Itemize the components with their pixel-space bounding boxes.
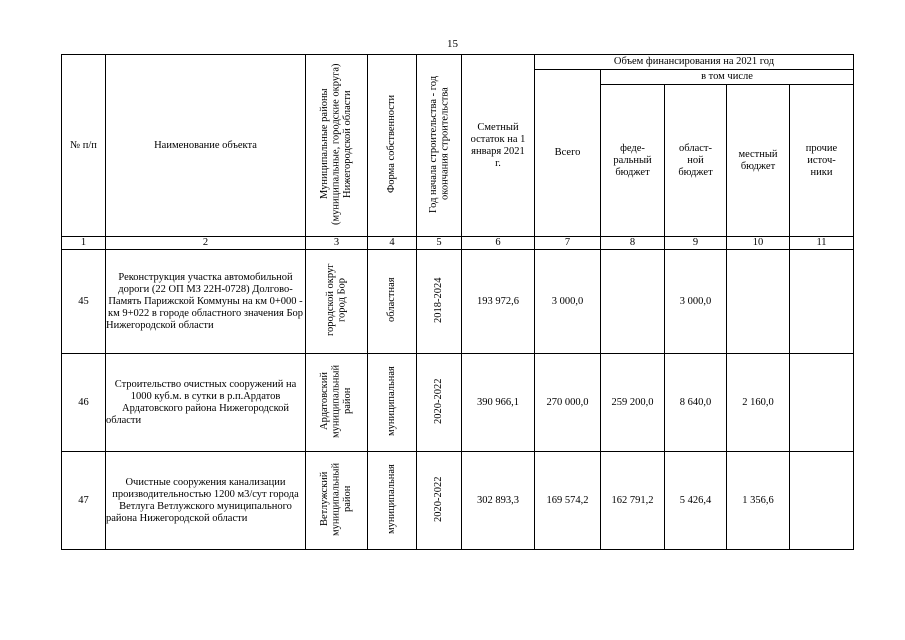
financing-table bbox=[61, 54, 854, 550]
local-value bbox=[727, 250, 790, 354]
header-total: Всего bbox=[535, 70, 601, 237]
ownership-cell bbox=[368, 250, 417, 354]
column-index: 8 bbox=[601, 237, 665, 250]
total-value: 169 574,2 bbox=[535, 452, 601, 550]
row-number: 46 bbox=[62, 354, 106, 452]
table-row bbox=[62, 354, 854, 452]
column-index-row bbox=[62, 237, 854, 250]
balance-value: 193 972,6 bbox=[462, 250, 535, 354]
ownership-cell bbox=[368, 452, 417, 550]
federal-value bbox=[601, 250, 665, 354]
district-text: Ветлужский муниципальный район bbox=[319, 461, 354, 536]
object-name: Реконструкция участка автомобильной дороги (22 ОП МЗ 22Н-0728) Долгово-Память Парижской Коммуны на км 0+000 - км 9+022 в городе областного значения Бор Нижегородской области bbox=[106, 250, 306, 354]
other-value bbox=[790, 250, 854, 354]
object-name: Строительство очистных сооружений на 1000 куб.м. в сутки в р.п.Ардатов Ардатовского района Нижегородской области bbox=[106, 354, 306, 452]
column-index: 3 bbox=[306, 237, 368, 250]
header-name: Наименование объекта bbox=[106, 55, 306, 237]
years-cell bbox=[417, 250, 462, 354]
years-cell bbox=[417, 354, 462, 452]
header-other: прочие источ-ники bbox=[790, 85, 854, 237]
header-years-text: Год начала строительства - год окончания строительства bbox=[427, 74, 450, 213]
header-local: местный бюджет bbox=[727, 85, 790, 237]
balance-value: 302 893,3 bbox=[462, 452, 535, 550]
regional-value: 3 000,0 bbox=[665, 250, 727, 354]
table-row bbox=[62, 452, 854, 550]
district-text: городской округ город Бор bbox=[325, 263, 348, 336]
header-district bbox=[306, 55, 368, 237]
local-value: 1 356,6 bbox=[727, 452, 790, 550]
column-index: 9 bbox=[665, 237, 727, 250]
ownership-text: муниципальная bbox=[386, 463, 398, 534]
years-text: 2020-2022 bbox=[433, 377, 445, 424]
other-value bbox=[790, 354, 854, 452]
column-index: 11 bbox=[790, 237, 854, 250]
object-name: Очистные сооружения канализации производительностью 1200 м3/сут города Ветлуга Ветлужского муниципального района Нижегородской области bbox=[106, 452, 306, 550]
table-row bbox=[62, 250, 854, 354]
other-value bbox=[790, 452, 854, 550]
ownership-text: муниципальная bbox=[386, 365, 398, 436]
local-value: 2 160,0 bbox=[727, 354, 790, 452]
column-index: 4 bbox=[368, 237, 417, 250]
years-text: 2020-2022 bbox=[433, 475, 445, 522]
district-text: Ардатовский муниципальный район bbox=[319, 363, 354, 438]
total-value: 3 000,0 bbox=[535, 250, 601, 354]
federal-value: 162 791,2 bbox=[601, 452, 665, 550]
header-federal: феде-ральный бюджет bbox=[601, 85, 665, 237]
ownership-text: областная bbox=[386, 277, 398, 322]
column-index: 5 bbox=[417, 237, 462, 250]
balance-value: 390 966,1 bbox=[462, 354, 535, 452]
federal-value: 259 200,0 bbox=[601, 354, 665, 452]
header-regional: област-ной бюджет bbox=[665, 85, 727, 237]
column-index: 7 bbox=[535, 237, 601, 250]
row-number: 45 bbox=[62, 250, 106, 354]
row-number: 47 bbox=[62, 452, 106, 550]
column-index: 1 bbox=[62, 237, 106, 250]
district-cell bbox=[306, 452, 368, 550]
header-balance: Сметный остаток на 1 января 2021 г. bbox=[462, 55, 535, 237]
district-cell bbox=[306, 250, 368, 354]
header-financing-group: Объем финансирования на 2021 год bbox=[535, 55, 854, 70]
header-including: в том числе bbox=[601, 70, 854, 85]
column-index: 6 bbox=[462, 237, 535, 250]
header-district-text: Муниципальные районы (муниципальные, городские округа) Нижегородской области bbox=[319, 62, 354, 225]
header-ownership bbox=[368, 55, 417, 237]
ownership-cell bbox=[368, 354, 417, 452]
page-number: 15 bbox=[447, 38, 458, 50]
years-cell bbox=[417, 452, 462, 550]
years-text: 2018-2024 bbox=[433, 276, 445, 323]
column-index: 10 bbox=[727, 237, 790, 250]
header-ownership-text: Форма собственности bbox=[386, 94, 398, 193]
header-years bbox=[417, 55, 462, 237]
total-value: 270 000,0 bbox=[535, 354, 601, 452]
header-row bbox=[62, 55, 854, 70]
district-cell bbox=[306, 354, 368, 452]
column-index: 2 bbox=[106, 237, 306, 250]
regional-value: 8 640,0 bbox=[665, 354, 727, 452]
regional-value: 5 426,4 bbox=[665, 452, 727, 550]
header-no: № п/п bbox=[62, 55, 106, 237]
